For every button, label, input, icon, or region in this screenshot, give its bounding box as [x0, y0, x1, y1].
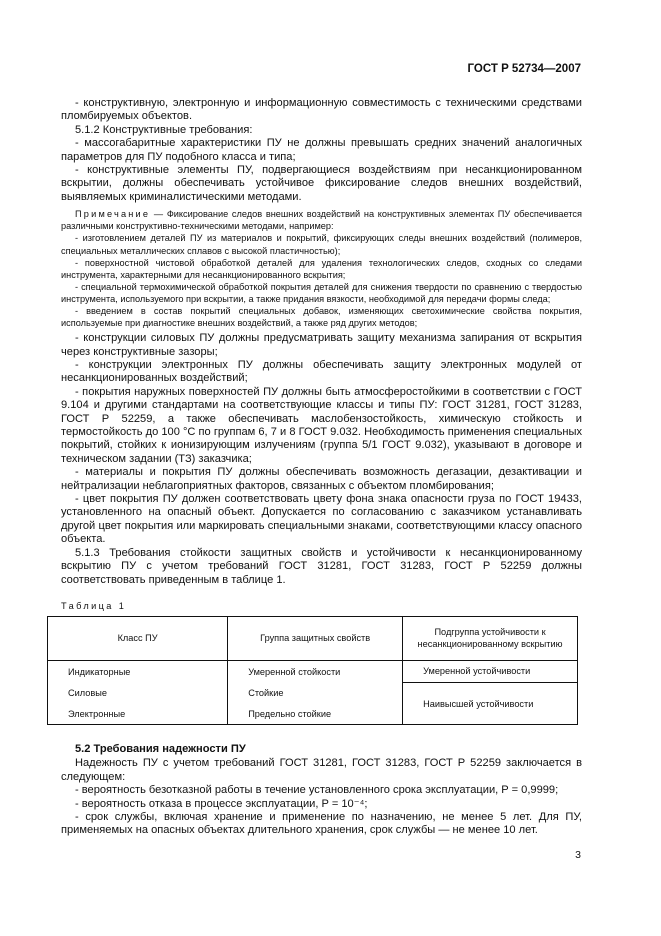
clause-heading: 5.1.2 Конструктивные требования:: [75, 123, 253, 136]
page-number: 3: [575, 849, 581, 861]
note-block: [61, 208, 582, 329]
section-title: 5.2 Требования надежности ПУ: [75, 743, 246, 756]
paragraph: - массогабаритные характеристики ПУ не должны превышать средних значений аналогичных параметров для ПУ подобного класса и типа;: [61, 137, 582, 163]
table-cell: Стойкие: [228, 682, 403, 703]
paragraph: - цвет покрытия ПУ должен соответствовать цвету фона знака опасности груза по ГОСТ 19433, установленного на опасный объект. Допускается по согласованию с заказчиком устанавливать другой цвет покрытия или маркировать специальными знаками, соответствующими классу опасного объекта.: [61, 493, 582, 546]
note-label: Примечание: [75, 209, 151, 220]
list-item: - вероятность безотказной работы в течение установленного срока эксплуатации, P = 0,9999;: [75, 784, 559, 797]
note-item: - поверхностной чистовой обработкой деталей для удаления технологических следов, сходных со следами инструмента, характерными для несанкционированного вскрытия;: [61, 257, 582, 280]
column-header: Группа защитных свойств: [228, 616, 403, 660]
note-intro: [61, 208, 582, 232]
page-body: [61, 97, 582, 838]
clause-paragraph: 5.1.3 Требования стойкости защитных свойств и устойчивости к несанкционированному вскрытию ПУ с учетом требований ГОСТ 31281, ГОСТ 31283, ГОСТ Р 52259 должны соответствовать приведенным в таблице 1.: [61, 546, 582, 586]
note-item: - специальной термохимической обработкой покрытия деталей для снижения твердости по сравнению с твердостью инструмента, используемого при вскрытии, а также придания вязкости, необходимой для передачи формы следа;: [61, 281, 582, 304]
list-item: - вероятность отказа в процессе эксплуатации, P = 10⁻⁴;: [75, 797, 368, 810]
table-cell: Индикаторные: [48, 660, 228, 682]
table-row: [48, 660, 578, 682]
column-header: Класс ПУ: [48, 616, 228, 660]
table-cell: Силовые: [48, 682, 228, 703]
table-caption: Таблица 1: [61, 600, 127, 611]
note-item: - введением в состав покрытий специальных добавок, изменяющих светохимические свойства покрытия, используемые при диагностике внешних воздействий, а также ряд других методов;: [61, 306, 582, 329]
note-text: — Фиксирование следов внешних воздействий на конструктивных элементах ПУ обеспечивается различными конструктивно-техническими методами, например:: [61, 209, 582, 232]
list-item: - срок службы, включая хранение и применение по назначению, не менее 5 лет. Для ПУ, применяемых на опасных объектах длительного хранения, срок службы — не менее 10 лет.: [61, 811, 582, 837]
paragraph: - конструктивные элементы ПУ, подвергающиеся воздействиям при несанкционированном вскрытии, должны обеспечивать устойчивое фиксирование следов внешних воздействий, выявляемых криминалистическими методами.: [61, 164, 582, 203]
requirements-table: [47, 616, 578, 726]
paragraph: - покрытия наружных поверхностей ПУ должны быть атмосферостойкими в соответствии с ГОСТ 9.104 и другими стандартами на соответствующие классы и типы ПУ: ГОСТ 31281, ГОСТ 31283, ГОСТ Р 52259, а также обеспечивать маслобензостойкость, химическую стойкость и термостойкость до 100 °С по группам 6, 7 и 8 ГОСТ 9.032. Необходимость применения специальных покрытий, стойких к ионизирующим излучениям (группа 5/1 ГОСТ 9.032), указывают в договоре и техническом задании (ТЗ) заказчика;: [61, 385, 582, 465]
table-cell: Умеренной стойкости: [228, 660, 403, 682]
document-header: ГОСТ Р 52734—2007: [467, 63, 581, 75]
table-cell-merged: Наивысшей устойчивости: [403, 682, 578, 725]
table-cell: Умеренной устойчивости: [403, 660, 578, 682]
paragraph: - конструкции силовых ПУ должны предусматривать защиту механизма запирания от вскрытия через конструктивные зазоры;: [61, 332, 582, 358]
table-cell: Предельно стойкие: [228, 703, 403, 725]
table-cell: Электронные: [48, 703, 228, 725]
paragraph: - конструктивную, электронную и информационную совместимость с техническими средствами пломбируемых объектов.: [61, 97, 582, 123]
paragraph: Надежность ПУ с учетом требований ГОСТ 31281, ГОСТ 31283, ГОСТ Р 52259 заключается в следующем:: [61, 757, 582, 783]
paragraph: - материалы и покрытия ПУ должны обеспечивать возможность дегазации, дезактивации и нейтрализации неблагоприятных факторов, связанных с объектом пломбирования;: [61, 466, 582, 492]
column-header: Подгруппа устойчивости к несанкционированному вскрытию: [403, 616, 578, 660]
paragraph: - конструкции электронных ПУ должны обеспечивать защиту электронных модулей от несанкционированных воздействий;: [61, 359, 582, 385]
table-header-row: [48, 616, 578, 660]
note-item: - изготовлением деталей ПУ из материалов и покрытий, фиксирующих следы внешних воздействий (полимеров, специальных металлических сплавов с высокой пластичностью);: [61, 233, 582, 256]
table-row: [48, 682, 578, 703]
